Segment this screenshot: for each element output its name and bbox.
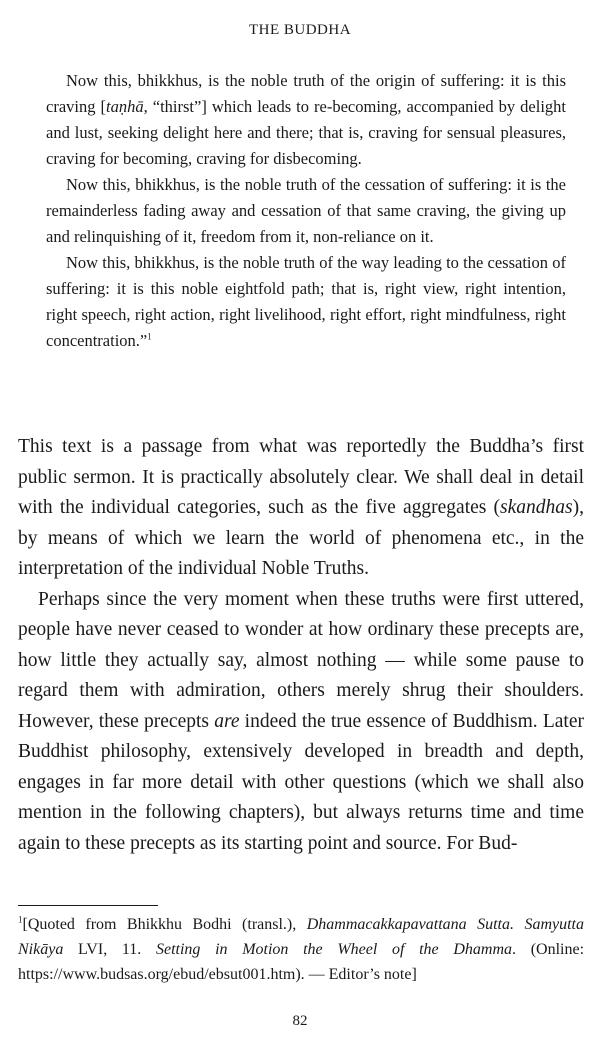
body-paragraph (18, 432, 584, 585)
footnote-text: . (Online: https://www.budsas.org/ebud/ebsut001.htm). — Editor’s note] (18, 941, 585, 983)
footnote-text: LVI, 11. (63, 941, 156, 958)
italic-term: skandhas (500, 497, 573, 518)
quote-paragraph (46, 250, 566, 354)
body-span: indeed the true essence of Buddhism. Later Buddhist philosophy, extensively developed in breadth and depth, engages in far more detail with other questions (which we shall also mention in the following chapters), but always returns time and time again to these precepts as its starting point and source. For Bud- (18, 710, 584, 854)
body-paragraph (18, 585, 584, 860)
source-title: Setting in Motion the Wheel of the Dhamma (155, 941, 513, 958)
page-number: 82 (292, 1013, 308, 1029)
quote-text: , “thirst”] which leads to re-becoming, accompanied by delight and lust, seeking delight here and there; that is, craving for sensual pleasures, craving for becoming, craving for disbecoming. (46, 97, 566, 168)
footnote-marker: 1 (18, 914, 23, 925)
quote-paragraph (46, 68, 566, 172)
footnote-paragraph (18, 912, 584, 987)
quote-text: Now this, bhikkhus, is the noble truth of the way leading to the cessation of suffering: it is this noble eightfold path; that is, right view, right intention, right speech, right action, right livelihood, right effort, right mindfulness, right concentration.” (46, 253, 566, 350)
running-head: THE BUDDHA (248, 22, 352, 38)
footnote-text: [Quoted from Bhikkhu Bodhi (transl.), (22, 916, 307, 933)
quote-text: Now this, bhikkhus, is the noble truth of the origin of suffering: it is this craving [ (46, 71, 566, 116)
source-title: Dhammacakkapavattana Sutta. Samyutta Nikāya (18, 916, 584, 958)
body-text (18, 432, 584, 859)
footnote-divider (18, 905, 158, 906)
emphasis: are (214, 710, 240, 732)
footnote-reference: 1 (147, 331, 152, 342)
body-span: This text is a passage from what was reportedly the Buddha’s first public sermon. It is practically absolutely clear. We shall deal in detail with the individual categories, such as the five aggregates ( (18, 436, 584, 518)
body-span: ), by means of which we learn the world of phenomena etc., in the interpretation of the individual Noble Truths. (18, 497, 584, 579)
block-quote (46, 68, 566, 354)
quote-paragraph (46, 172, 566, 250)
pali-term: taṇhā (106, 97, 144, 116)
quote-text: Now this, bhikkhus, is the noble truth of the cessation of suffering: it is the remainderless fading away and cessation of that same craving, the giving up and relinquishing of it, freedom from it, non-reliance on it. (46, 175, 566, 246)
body-span: Perhaps since the very moment when these truths were first uttered, people have never ceased to wonder at how ordinary these precepts are, how little they actually say, almost nothing — while some pause to regard them with admiration, others merely shrug their shoulders. However, these precepts (18, 588, 584, 732)
footnote (18, 912, 584, 987)
